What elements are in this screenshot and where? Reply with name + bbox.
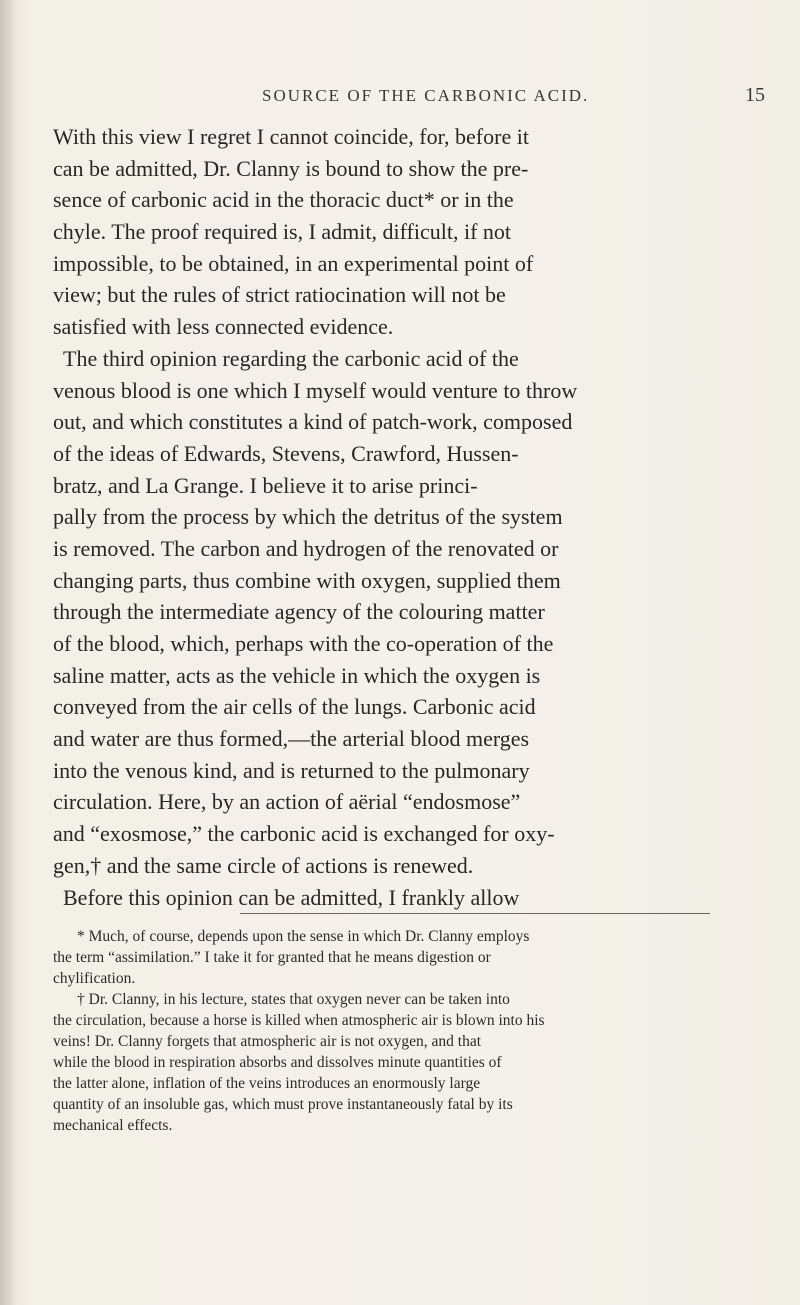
text-line: can be admitted, Dr. Clanny is bound to show the pre- <box>53 155 529 181</box>
footnote-line: chylification. <box>53 970 136 987</box>
footnote-line: mechanical effects. <box>53 1117 173 1134</box>
text-line: and water are thus formed,—the arterial blood merges <box>53 726 530 752</box>
footnote-line: † Dr. Clanny, in his lecture, states that oxygen never can be taken into <box>77 991 510 1008</box>
text-line: of the ideas of Edwards, Stevens, Crawford, Hussen- <box>53 440 519 466</box>
running-head: SOURCE OF THE CARBONIC ACID. <box>262 86 590 105</box>
text-line: sence of carbonic acid in the thoracic duct* or in the <box>53 187 514 213</box>
text-line: Before this opinion can be admitted, I frankly allow <box>63 884 520 910</box>
text-line: of the blood, which, perhaps with the co-operation of the <box>53 631 554 656</box>
page-gutter-shadow <box>0 0 16 1305</box>
text-line: is removed. The carbon and hydrogen of the renovated or <box>53 535 559 561</box>
text-line: satisfied with less connected evidence. <box>53 314 394 340</box>
text-line: conveyed from the air cells of the lungs. Carbonic acid <box>53 694 536 720</box>
footnote-line: veins! Dr. Clanny forgets that atmospheric air is not oxygen, and that <box>53 1033 482 1050</box>
text-line: saline matter, acts as the vehicle in which the oxygen is <box>53 662 541 688</box>
footnote-line: * Much, of course, depends upon the sense in which Dr. Clanny employs <box>77 928 530 945</box>
text-line: view; but the rules of strict ratiocination will not be <box>53 282 506 308</box>
text-line: pally from the process by which the detritus of the system <box>53 504 563 530</box>
page-header <box>0 86 800 110</box>
text-line: With this view I regret I cannot coincide, for, before it <box>53 124 529 149</box>
text-line: venous blood is one which I myself would venture to throw <box>53 377 578 403</box>
footnote-line: while the blood in respiration absorbs and dissolves minute quantities of <box>53 1054 502 1071</box>
text-line: through the intermediate agency of the colouring matter <box>53 599 545 625</box>
text-line: and “exosmose,” the carbonic acid is exchanged for oxy- <box>53 821 555 847</box>
text-line: bratz, and La Grange. I believe it to arise princi- <box>53 472 478 498</box>
text-line: The third opinion regarding the carbonic acid of the <box>63 345 519 371</box>
text-line: circulation. Here, by an action of aërial “endosmose” <box>53 789 521 815</box>
text-line: gen,† and the same circle of actions is renewed. <box>53 852 474 878</box>
footnote-line: quantity of an insoluble gas, which must prove instantaneously fatal by its <box>53 1096 513 1113</box>
text-line: changing parts, thus combine with oxygen, supplied them <box>53 567 561 593</box>
footnote-line: the latter alone, inflation of the veins introduces an enormously large <box>53 1075 481 1092</box>
main-text <box>53 121 767 913</box>
footnote-line: the circulation, because a horse is killed when atmospheric air is blown into his <box>53 1012 545 1029</box>
footnotes <box>53 926 767 1136</box>
footnote-divider <box>240 913 710 914</box>
text-line: into the venous kind, and is returned to the pulmonary <box>53 757 530 783</box>
text-line: out, and which constitutes a kind of patch-work, composed <box>53 409 573 435</box>
footnote-line: the term “assimilation.” I take it for granted that he means digestion or <box>53 949 491 966</box>
page-number: 15 <box>745 84 765 106</box>
text-line: chyle. The proof required is, I admit, difficult, if not <box>53 219 512 245</box>
text-line: impossible, to be obtained, in an experimental point of <box>53 250 534 276</box>
